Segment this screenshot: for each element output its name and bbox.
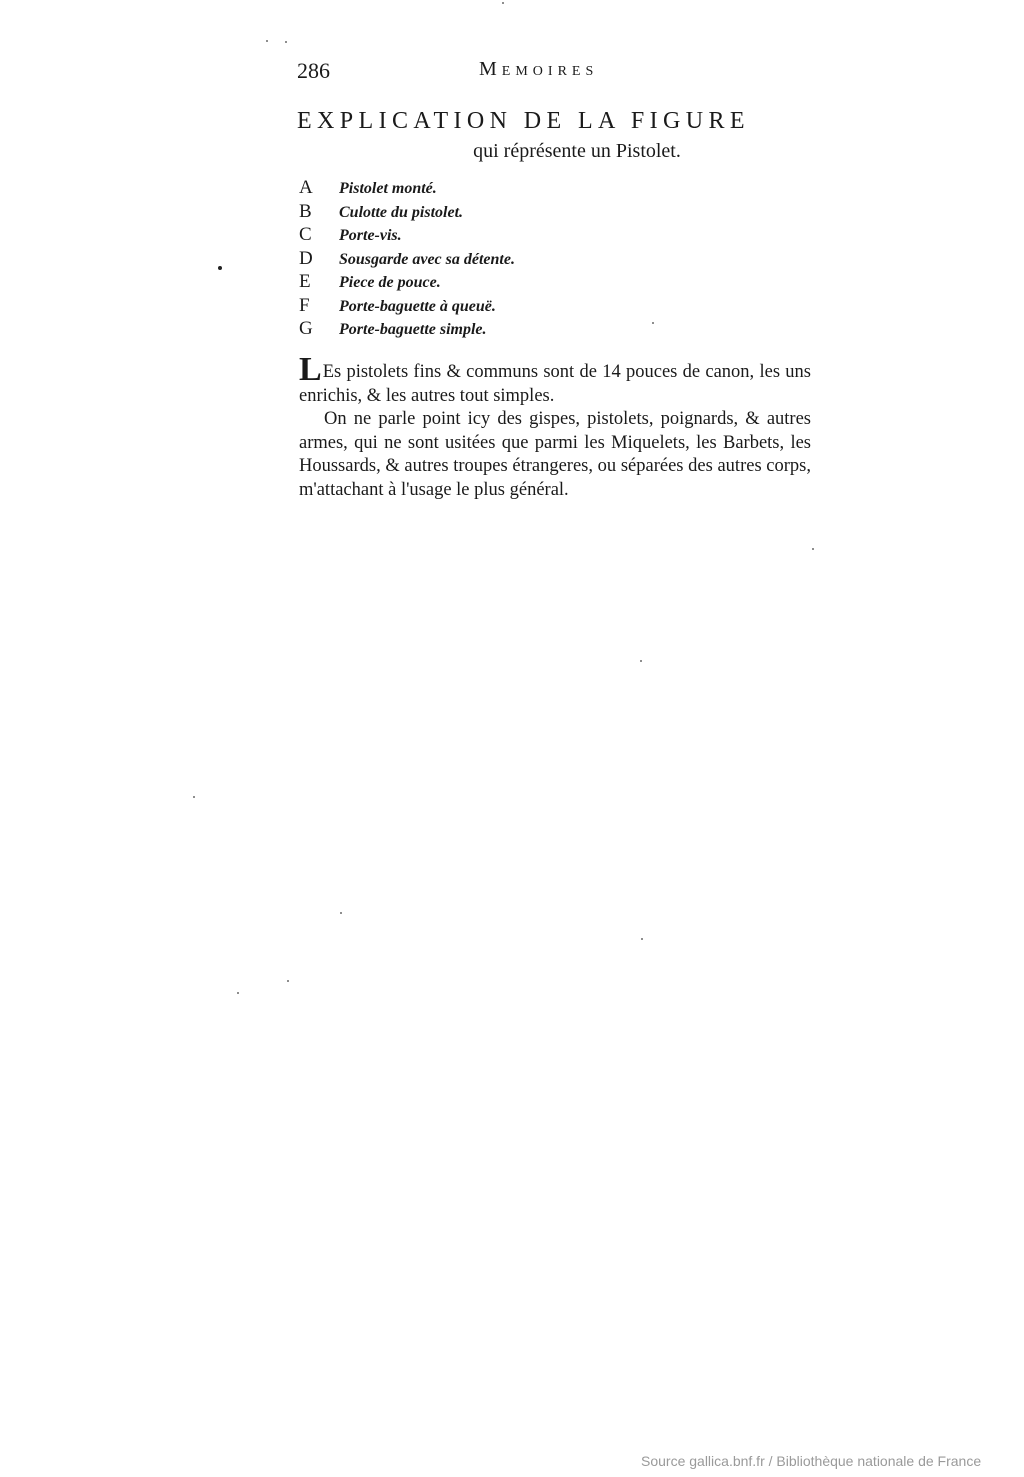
legend-text: Sousgarde avec sa détente. <box>339 250 515 268</box>
legend-text: Porte-baguette à queuë. <box>339 297 496 315</box>
legend-item <box>299 294 699 318</box>
scan-speck <box>812 548 814 550</box>
legend-text: Piece de pouce. <box>339 274 441 291</box>
figure-legend <box>299 176 699 341</box>
scan-speck <box>266 40 268 42</box>
scan-speck <box>640 660 642 662</box>
scan-speck <box>340 912 342 914</box>
legend-letter: B <box>299 200 312 222</box>
section-subheading: qui réprésente un Pistolet. <box>473 140 681 162</box>
paragraph-1 <box>299 351 811 408</box>
paragraph-2: On ne parle point icy des gispes, pistolets, poignards, & autres armes, qui ne sont usitées que parmi les Miquelets, les Barbets, les Houssards, & autres troupes étrangeres, ou séparées des autres corps, m'attachant à l'usage le plus général. <box>299 409 811 500</box>
legend-letter: F <box>299 294 310 316</box>
legend-text: Porte-vis. <box>339 227 402 244</box>
legend-letter: D <box>299 247 313 269</box>
drop-cap: L <box>299 351 322 388</box>
scan-speck <box>287 980 289 982</box>
body-text <box>299 351 811 502</box>
legend-item <box>299 200 699 224</box>
legend-item <box>299 270 699 294</box>
scan-speck <box>218 266 222 270</box>
legend-letter: C <box>299 224 312 245</box>
scan-speck <box>193 796 195 798</box>
scan-speck <box>641 938 643 940</box>
legend-letter: G <box>299 318 313 339</box>
legend-item <box>299 223 699 247</box>
running-title: memoires <box>479 58 599 80</box>
legend-text: Porte-baguette simple. <box>339 321 487 338</box>
running-head <box>297 58 817 88</box>
legend-text: Pistolet monté. <box>339 180 437 197</box>
legend-item <box>299 317 699 341</box>
section-heading: EXPLICATION DE LA FIGURE <box>297 108 750 134</box>
paragraph-1-text: Es pistolets fins & communs sont de 14 pouces de canon, les uns enrichis, & les autres tout simples. <box>299 362 811 406</box>
source-credit: Source gallica.bnf.fr / Bibliothèque nationale de France <box>641 1453 982 1469</box>
legend-letter: A <box>299 177 313 198</box>
legend-item <box>299 247 699 271</box>
scan-speck <box>652 322 654 324</box>
scan-speck <box>237 992 239 994</box>
legend-text: Culotte du pistolet. <box>339 203 464 221</box>
legend-letter: E <box>299 271 311 292</box>
legend-item <box>299 176 699 200</box>
scan-speck <box>285 41 287 43</box>
page-number: 286 <box>297 58 330 83</box>
scan-speck <box>502 2 504 4</box>
